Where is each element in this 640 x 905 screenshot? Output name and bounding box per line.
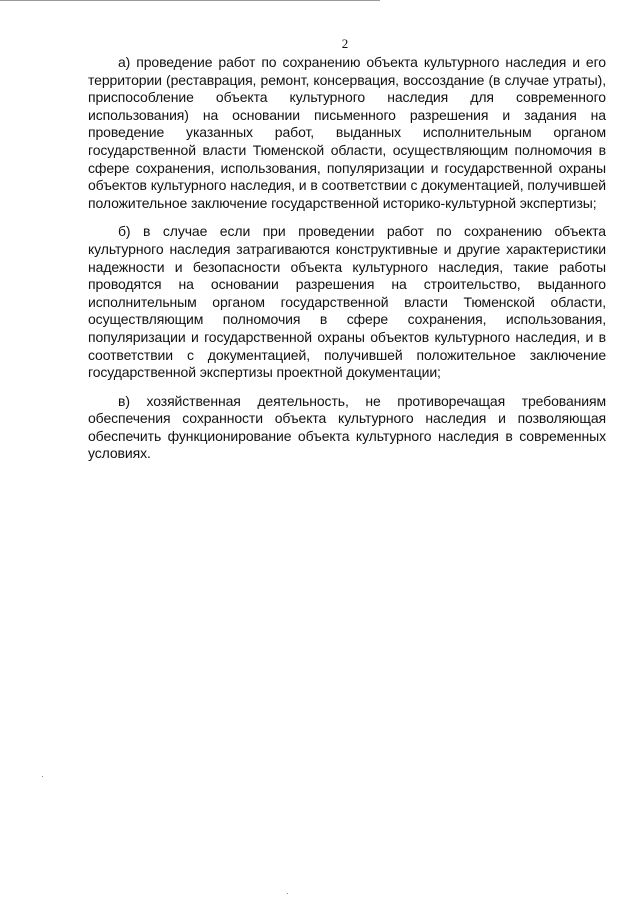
paragraph-a: а) проведение работ по сохранению объекта культурного наследия и его территории (реставрация, ремонт, консервация, воссоздание (в случае утраты), приспособление объекта культурного наследия для современного использования) на основании письменного разрешения и задания на проведение указанных работ, выданных исполнительным органом государственной власти Тюменской области, осуществляющим полномочия в сфере сохранения, использования, популяризации и государственной охраны объектов культурного наследия, и в соответствии с документацией, получившей положительное заключение государственной историко-культурной экспертизы; <box>88 54 606 211</box>
page-number: 2 <box>341 36 349 51</box>
paragraph-v: в) хозяйственная деятельность, не противоречащая требованиям обеспечения сохранности объекта культурного наследия и позволяющая обеспечить функционирование объекта культурного наследия в современных условиях. <box>88 392 606 462</box>
paragraph-b: б) в случае если при проведении работ по сохранению объекта культурного наследия затрагиваются конструктивные и другие характеристики надежности и безопасности объекта культурного наследия, такие работы проводятся на основании разрешения на строительство, выданного исполнительным органом государственной власти Тюменской области, осуществляющим полномочия в сфере сохранения, использования, популяризации и государственной охраны объектов культурного наследия, и в соответствии с документацией, получившей положительное заключение государственной экспертизы проектной документации; <box>88 223 606 381</box>
document-body <box>88 54 606 474</box>
scan-edge-line <box>0 0 380 1</box>
scan-speck <box>42 776 43 777</box>
scan-speck <box>287 893 288 894</box>
